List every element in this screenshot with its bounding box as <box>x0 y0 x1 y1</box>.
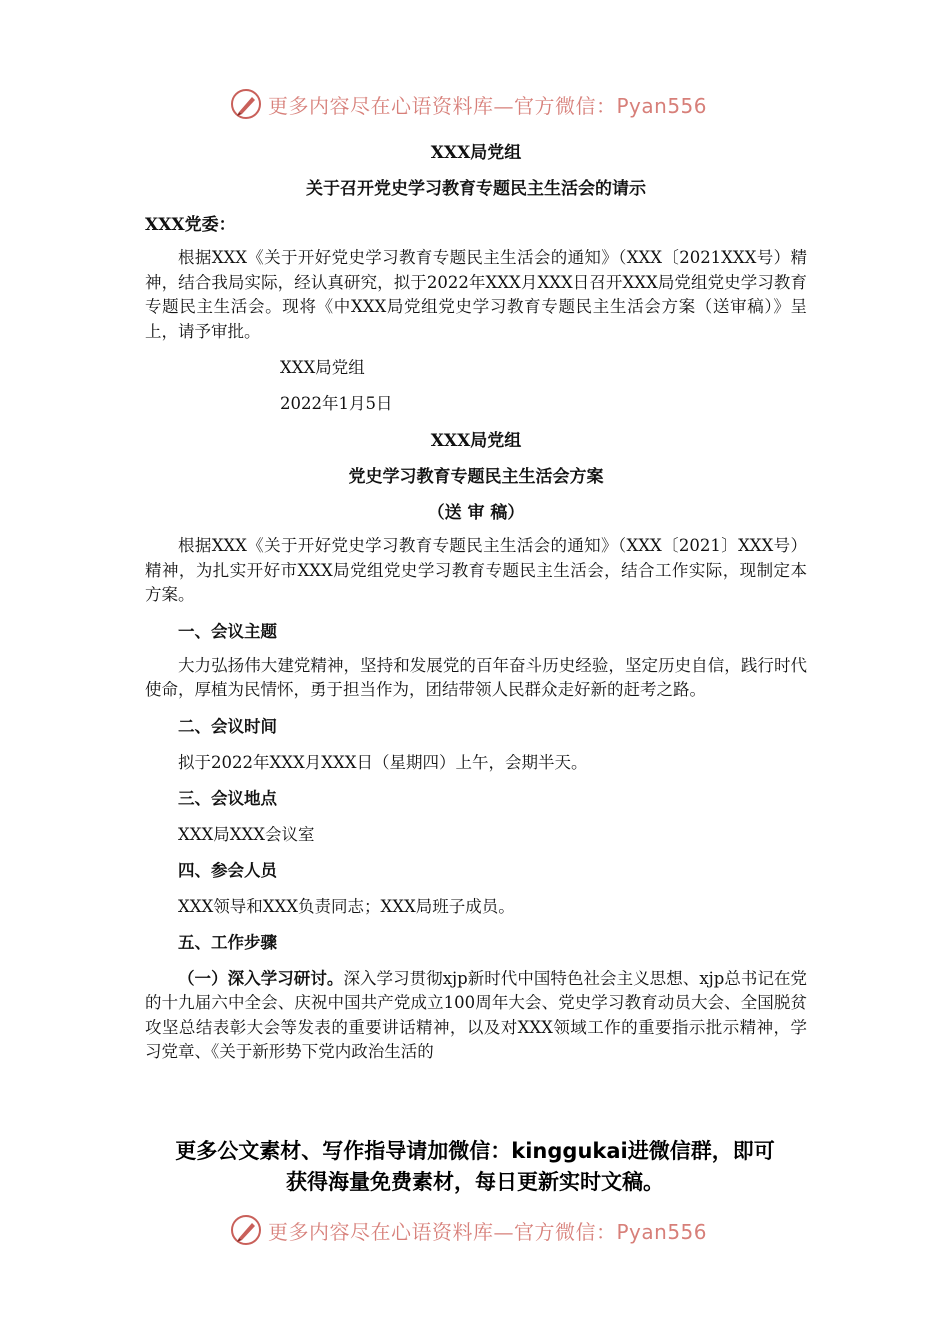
request-signer: XXX局党组 <box>280 358 365 377</box>
step-one-lead: （一）深入学习研讨。 <box>178 968 344 988</box>
section-heading: 一、会议主题 <box>178 621 277 641</box>
section-heading: 三、会议地点 <box>178 788 277 808</box>
step-one-paragraph <box>145 967 807 1065</box>
request-doc-title: 关于召开党史学习教育专题民主生活会的请示 <box>306 179 646 199</box>
section-text: 大力弘扬伟大建党精神，坚持和发展党的百年奋斗历史经验，坚定历史自信，践行时代使命，厚植为民情怀，勇于担当作为，团结带领人民群众走好新的赶考之路。 <box>145 655 807 699</box>
plan-intro: 根据XXX《关于开好党史学习教育专题民主生活会的通知》（XXX〔2021〕XXX号）精神，为扎实开好市XXX局党组党史学习教育专题民主生活会，结合工作实际，现制定本方案。 <box>145 536 807 604</box>
plan-org-title: XXX局党组 <box>430 431 522 451</box>
watermark-text: 更多内容尽在心语资料库—官方微信：Pyan556 <box>268 93 708 118</box>
watermark-text: 更多内容尽在心语资料库—官方微信：Pyan556 <box>268 1219 708 1244</box>
promo-banner <box>120 1136 830 1198</box>
promo-line-2: 获得海量免费素材，每日更新实时文稿。 <box>286 1170 664 1194</box>
watermark-footer <box>230 1210 707 1250</box>
request-body: 根据XXX《关于开好党史学习教育专题民主生活会的通知》（XXX〔2021XXX号）精神，结合我局实际，经认真研究，拟于2022年XXX月XXX日召开XXX局党组党史学习教育专题民主生活会。现将《中XXX局党组党史学习教育专题民主生活会方案（送审稿）》呈上，请予审批。 <box>145 248 807 341</box>
plan-draft-label: （送 审 稿） <box>427 503 525 523</box>
request-org-title: XXX局党组 <box>430 143 522 163</box>
pen-logo-icon <box>230 88 262 120</box>
section-heading: 二、会议时间 <box>178 716 277 736</box>
section-text: XXX局XXX会议室 <box>178 824 315 844</box>
request-salutation: XXX党委： <box>145 215 236 235</box>
section-heading: 五、工作步骤 <box>178 932 277 952</box>
promo-line-1: 更多公文素材、写作指导请加微信：kinggukai进微信群，即可 <box>175 1139 775 1163</box>
pen-logo-icon <box>230 1214 262 1246</box>
document-body <box>145 140 807 1065</box>
section-heading: 四、参会人员 <box>178 860 277 880</box>
section-text: 拟于2022年XXX月XXX日（星期四）上午，会期半天。 <box>178 752 588 772</box>
section-text: XXX领导和XXX负责同志；XXX局班子成员。 <box>178 896 515 916</box>
request-date: 2022年1月5日 <box>280 394 393 413</box>
watermark-header <box>230 84 707 124</box>
plan-doc-title: 党史学习教育专题民主生活会方案 <box>348 467 604 487</box>
step-one-text: 深入学习贯彻xjp新时代中国特色社会主义思想、xjp总书记在党的十九届六中全会、庆祝中国共产党成立100周年大会、党史学习教育动员大会、全国脱贫攻坚总结表彰大会等发表的重要讲话精神，以及对XXX领域工作的重要指示批示精神，学习党章、《关于新形势下党内政治生活的 <box>145 968 808 1061</box>
